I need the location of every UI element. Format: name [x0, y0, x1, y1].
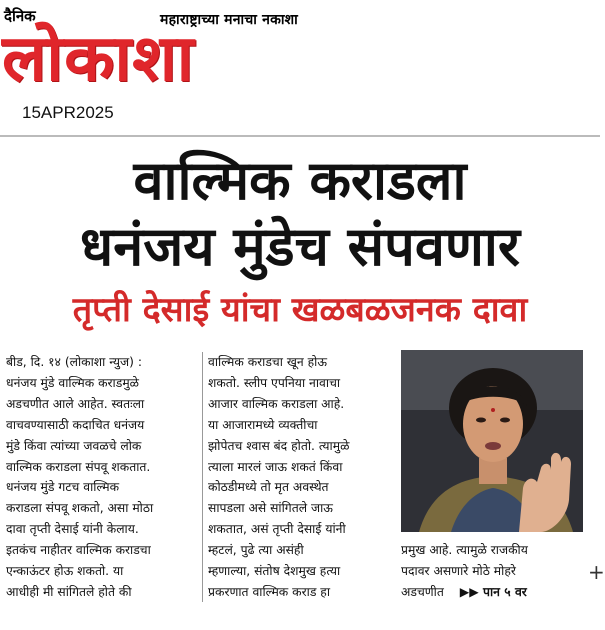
masthead-divider	[0, 135, 600, 137]
portrait-photo-illustration	[401, 350, 583, 532]
newspaper-logo: लोकाशा	[2, 22, 195, 96]
column-line: शकतो. स्लीप एपनिया नावाचा	[208, 375, 341, 390]
column-line: वाचवण्यासाठी कदाचित धनंजय	[6, 417, 145, 432]
headline-line-2: धनंजय मुंडेच संपवणार	[80, 215, 520, 278]
column-line-text: अडचणीत	[401, 584, 444, 599]
column-line: वाल्मिक कराडचा खून होऊ	[208, 355, 327, 369]
masthead	[0, 0, 600, 135]
column-line: म्हटलं, पुढे त्या असंही	[208, 543, 304, 558]
column-line: आधीही मी सांगितले होते की	[6, 584, 132, 599]
column-line: शकतात, असं तृप्ती देसाई यांनी	[208, 522, 346, 537]
column-divider	[202, 352, 203, 602]
column-line: कोठडीमध्ये तो मृत अवस्थेत	[208, 480, 329, 495]
column-line: कराडला संपवू शकतो, असा मोठा	[6, 501, 154, 516]
masthead-tagline-right: महाराष्ट्राच्या मनाचा नकाशा	[160, 12, 299, 28]
column-line: धनंजय मुंडे वाल्मिक कराडमुळे	[6, 375, 140, 390]
headline-line-1: वाल्मिक कराडला	[133, 149, 467, 212]
column-line: झोपेतच श्वास बंद होतो. त्यामुळे	[208, 438, 350, 453]
column-line: या आजारामध्ये व्यक्तीचा	[208, 417, 318, 432]
column-line: म्हणाल्या, संतोष देशमुख हत्या	[208, 564, 341, 579]
article-column-1	[6, 352, 198, 603]
column-line: बीड, दि. १४ (लोकाशा न्युज) :	[6, 355, 142, 369]
continued-on-page-link[interactable]: ▶▶ पान ५ वर	[459, 584, 527, 599]
article-column-3	[401, 540, 591, 603]
crop-mark-icon: +	[588, 560, 605, 584]
column-line: इतकंच नाहीतर वाल्मिक कराडचा	[6, 543, 151, 558]
column-line	[401, 582, 591, 603]
column-line: सापडला असे सांगितले जाऊ	[208, 501, 333, 516]
masthead-tagline-left: दैनिक	[4, 7, 36, 25]
edition-date: 15APR2025	[22, 103, 114, 122]
column-line: पदावर असणारे मोठे मोहरे	[401, 563, 516, 578]
column-line: मुंडे किंवा त्यांच्या जवळचे लोक	[6, 438, 142, 453]
column-line: वाल्मिक कराडला संपवू शकतात.	[6, 459, 151, 474]
column-line: दावा तृप्ती देसाई यांनी केलाय.	[6, 522, 139, 537]
column-line: प्रमुख आहे. त्यामुळे राजकीय	[401, 543, 528, 557]
article-photo	[401, 350, 583, 532]
column-line: अडचणीत आले आहेत. स्वतःला	[6, 396, 145, 411]
column-line: त्याला मारलं जाऊ शकतं किंवा	[208, 459, 343, 474]
column-line: आजार वाल्मिक कराडला आहे.	[208, 396, 345, 411]
column-line: धनंजय मुंडे गटच वाल्मिक	[6, 480, 120, 495]
column-line: एन्काऊंटर होऊ शकतो. या	[6, 564, 124, 579]
article-column-2	[208, 352, 396, 603]
subheadline: तृप्ती देसाई यांचा खळबळजनक दावा	[72, 290, 528, 330]
column-line: प्रकरणात वाल्मिक कराड हा	[208, 584, 331, 599]
